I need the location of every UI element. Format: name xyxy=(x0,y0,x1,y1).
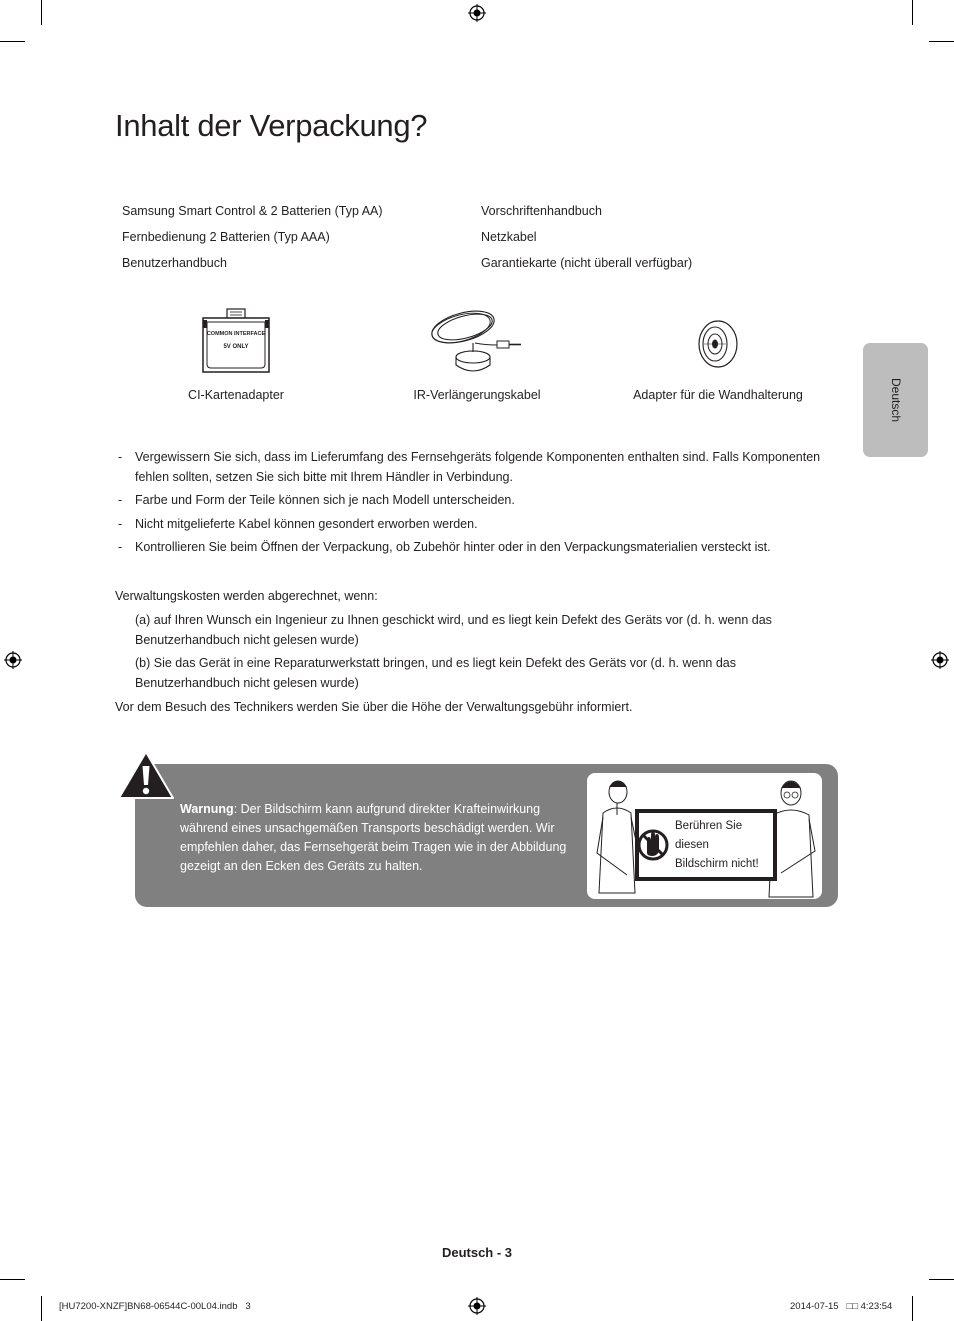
ci-card-adapter-icon xyxy=(200,308,272,374)
note-item: - Nicht mitgelieferte Kabel können gesondert erworben werden. xyxy=(115,515,835,535)
illustration-line: diesen xyxy=(675,839,709,851)
accessory-caption: IR-Verlängerungskabel xyxy=(413,388,541,402)
illustration-line: Berühren Sie xyxy=(675,820,743,832)
crop-mark xyxy=(0,1279,25,1280)
footer-file-name: [HU7200-XNZF]BN68-06544C-00L04.indb 3 xyxy=(59,1301,251,1312)
admin-outro: Vor dem Besuch des Technikers werden Sie über die Höhe der Verwaltungsgebühr informiert. xyxy=(115,700,633,714)
registration-mark-icon xyxy=(931,651,949,669)
warning-triangle-icon xyxy=(117,750,175,800)
component-item: Netzkabel xyxy=(481,230,537,244)
crop-mark xyxy=(41,0,42,25)
illustration-caption xyxy=(675,817,759,874)
ci-adapter-label: COMMON INTERFACE xyxy=(206,331,266,337)
note-item: - Farbe und Form der Teile können sich je nach Modell unterscheiden. xyxy=(115,491,835,511)
component-item: Samsung Smart Control & 2 Batterien (Typ AA) xyxy=(122,204,383,218)
component-item: Benutzerhandbuch xyxy=(122,256,227,270)
registration-mark-icon xyxy=(468,4,486,22)
registration-mark-icon xyxy=(4,651,22,669)
page-number: Deutsch - 3 xyxy=(441,1245,513,1260)
crop-mark xyxy=(929,41,954,42)
side-tab-label: Deutsch xyxy=(888,377,903,423)
page-title: Inhalt der Verpackung? xyxy=(115,108,428,143)
illustration-line: Bildschirm nicht! xyxy=(675,858,759,870)
admin-item-a: (a) auf Ihren Wunsch ein Ingenieur zu Ihnen geschickt wird, und es liegt kein Defekt des Geräts vor (d. h. wenn das Benutzerhandbuch nicht gelesen wurde) xyxy=(135,613,772,647)
admin-item-b: (b) Sie das Gerät in eine Reparaturwerkstatt bringen, und es liegt kein Defekt des Geräts vor (d. h. wenn das Benutzerhandbuch nicht gelesen wurde) xyxy=(135,656,737,690)
crop-mark xyxy=(912,0,913,25)
component-item: Fernbedienung 2 Batterien (Typ AAA) xyxy=(122,230,330,244)
warning-text xyxy=(180,800,570,876)
warning-body: : Der Bildschirm kann aufgrund direkter Krafteinwirkung während eines unsachgemäßen Transports beschädigt werden. Wir empfehlen daher, das Fernsehgerät beim Tragen wie in der Abbildung gezeigt an den Ecken des Geräts zu halten. xyxy=(180,802,567,873)
crop-mark xyxy=(929,1279,954,1280)
carry-tv-illustration xyxy=(587,773,822,899)
wall-mount-adapter-icon xyxy=(696,318,740,370)
warning-label: Warnung xyxy=(180,802,234,816)
component-item: Vorschriftenhandbuch xyxy=(481,204,602,218)
crop-mark xyxy=(41,1296,42,1321)
language-side-tab xyxy=(863,343,928,457)
note-item: - Kontrollieren Sie beim Öffnen der Verpackung, ob Zubehör hinter oder in den Verpackungsmaterialien versteckt ist. xyxy=(115,538,835,558)
ir-extension-cable-icon xyxy=(425,305,525,377)
registration-mark-icon xyxy=(468,1297,486,1315)
note-item: - Vergewissern Sie sich, dass im Lieferumfang des Fernsehgeräts folgende Komponenten enthalten sind. Falls Komponenten fehlen sollten, setzen Sie sich bitte mit Ihrem Händler in Verbindung. xyxy=(115,448,835,487)
notes-list xyxy=(115,448,835,562)
admin-intro: Verwaltungskosten werden abgerechnet, wenn: xyxy=(115,589,378,603)
footer-timestamp: 2014-07-15 □□ 4:23:54 xyxy=(790,1301,893,1312)
component-item: Garantiekarte (nicht überall verfügbar) xyxy=(481,256,693,270)
crop-mark xyxy=(0,41,25,42)
accessory-caption: CI-Kartenadapter xyxy=(188,388,284,402)
crop-mark xyxy=(912,1296,913,1321)
accessory-caption: Adapter für die Wandhalterung xyxy=(633,388,803,402)
ci-adapter-label: 5V ONLY xyxy=(223,344,249,350)
